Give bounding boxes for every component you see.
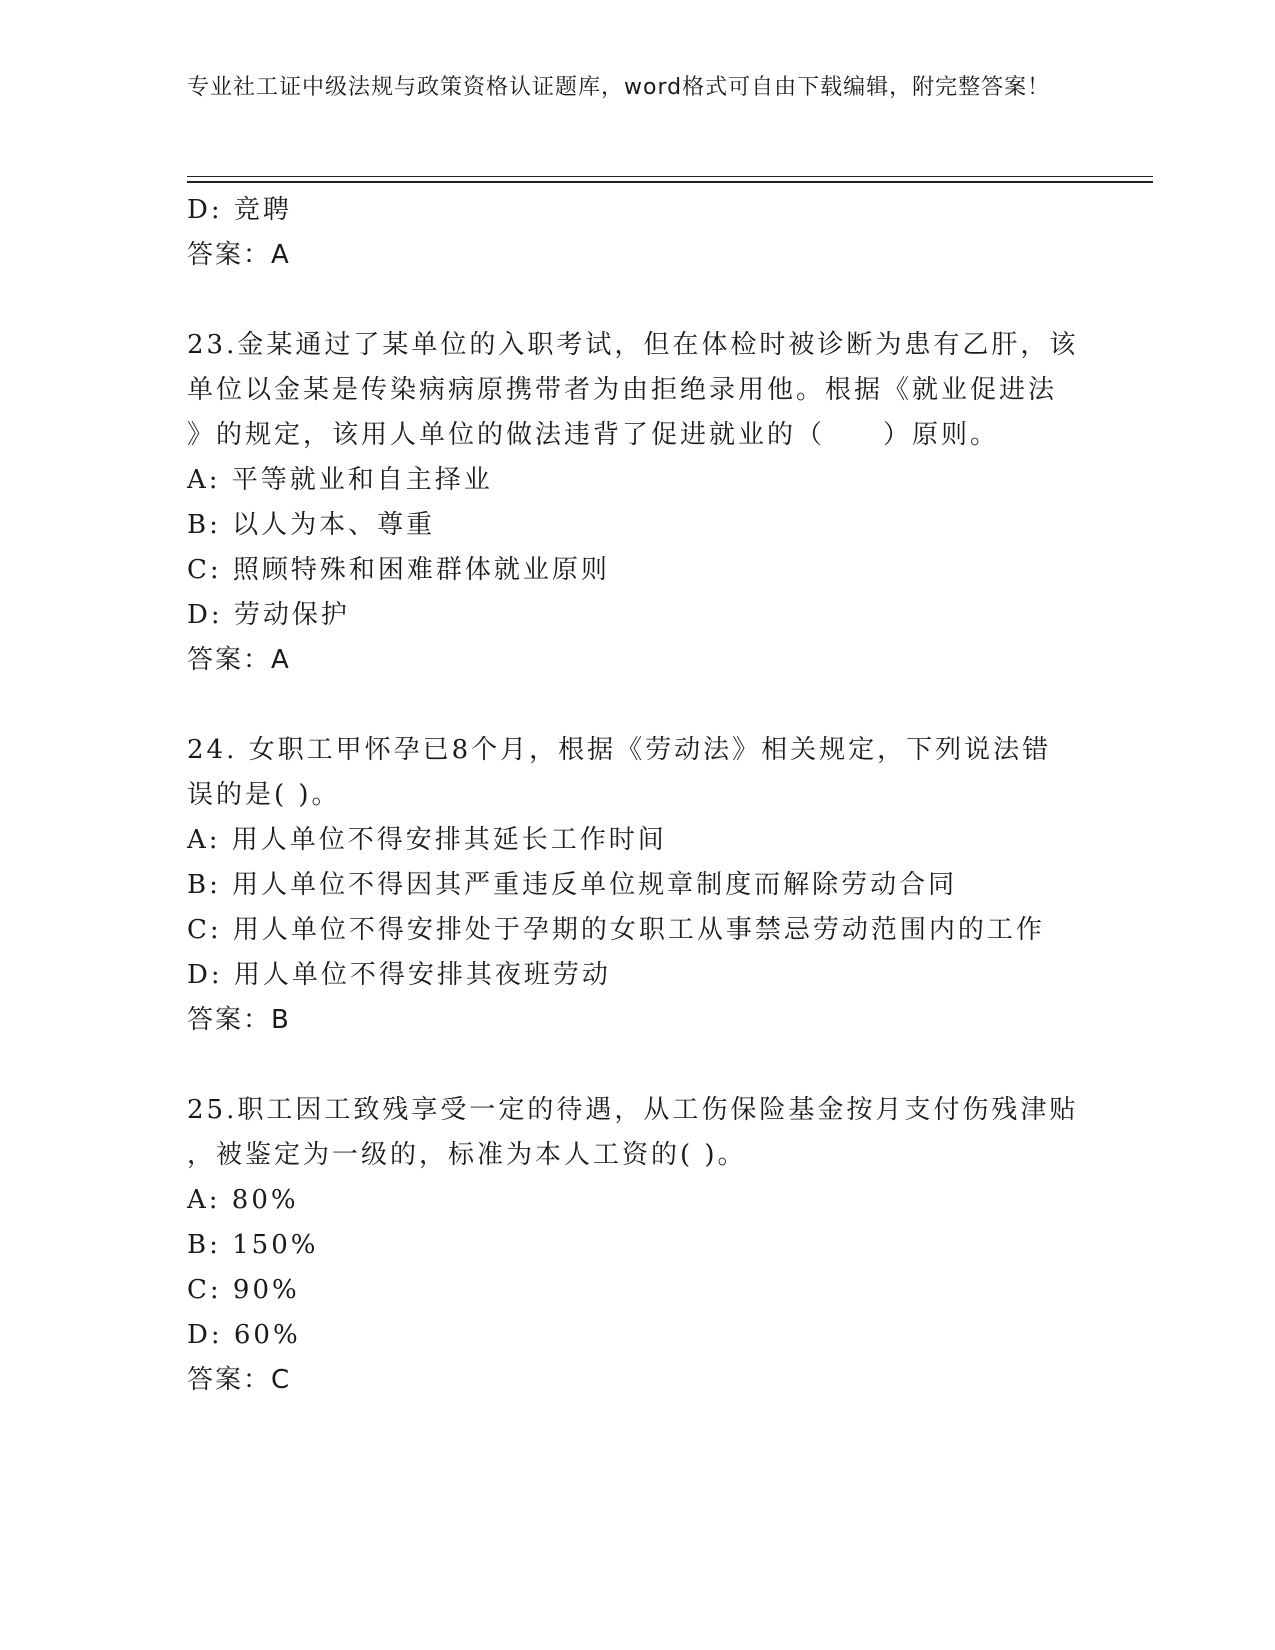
header-rule-thick (187, 181, 1153, 183)
option-c: C: 照顾特殊和困难群体就业原则 (187, 555, 610, 585)
option-d: D: 劳动保护 (187, 600, 350, 630)
answer: 答案：B (187, 1005, 291, 1035)
question-24 (187, 728, 1087, 1043)
option-b: B: 150% (187, 1230, 319, 1260)
question-stem-line: 》的规定，该用人单位的做法违背了促进就业的（ ）原则。 (187, 420, 1000, 450)
question-stem-line: 25.职工因工致残享受一定的待遇，从工伤保险基金按月支付伤残津贴 (187, 1095, 1079, 1125)
answer: 答案：C (187, 1365, 292, 1395)
option-a: A: 80% (187, 1185, 299, 1215)
question-25 (187, 1088, 1087, 1403)
page-header: 专业社工证中级法规与政策资格认证题库，word格式可自由下载编辑，附完整答案！ (187, 75, 1051, 100)
option-b: B: 用人单位不得因其严重违反单位规章制度而解除劳动合同 (187, 870, 958, 900)
question-stem-line: 23.金某通过了某单位的入职考试，但在体检时被诊断为患有乙肝，该 (187, 330, 1079, 360)
option-b: B: 以人为本、尊重 (187, 510, 436, 540)
option-c: C: 90% (187, 1275, 300, 1305)
option-a: A: 平等就业和自主择业 (187, 465, 493, 495)
option-a: A: 用人单位不得安排其延长工作时间 (187, 825, 667, 855)
prev-option-d: D: 竞聘 (187, 195, 292, 225)
question-stem-line: ，被鉴定为一级的，标准为本人工资的( )。 (187, 1140, 747, 1170)
question-stem-line: 24. 女职工甲怀孕已8个月，根据《劳动法》相关规定，下列说法错 (187, 735, 1052, 765)
option-c: C: 用人单位不得安排处于孕期的女职工从事禁忌劳动范围内的工作 (187, 915, 1045, 945)
question-23 (187, 323, 1087, 683)
option-d: D: 用人单位不得安排其夜班劳动 (187, 960, 611, 990)
question-stem-line: 单位以金某是传染病病原携带者为由拒绝录用他。根据《就业促进法 (187, 375, 1058, 405)
answer: 答案：A (187, 645, 291, 675)
prev-answer: 答案：A (187, 240, 291, 270)
question-stem-line: 误的是( )。 (187, 780, 341, 810)
option-d: D: 60% (187, 1320, 301, 1350)
question-content (187, 188, 1087, 1403)
header-rule-thin (187, 176, 1153, 177)
